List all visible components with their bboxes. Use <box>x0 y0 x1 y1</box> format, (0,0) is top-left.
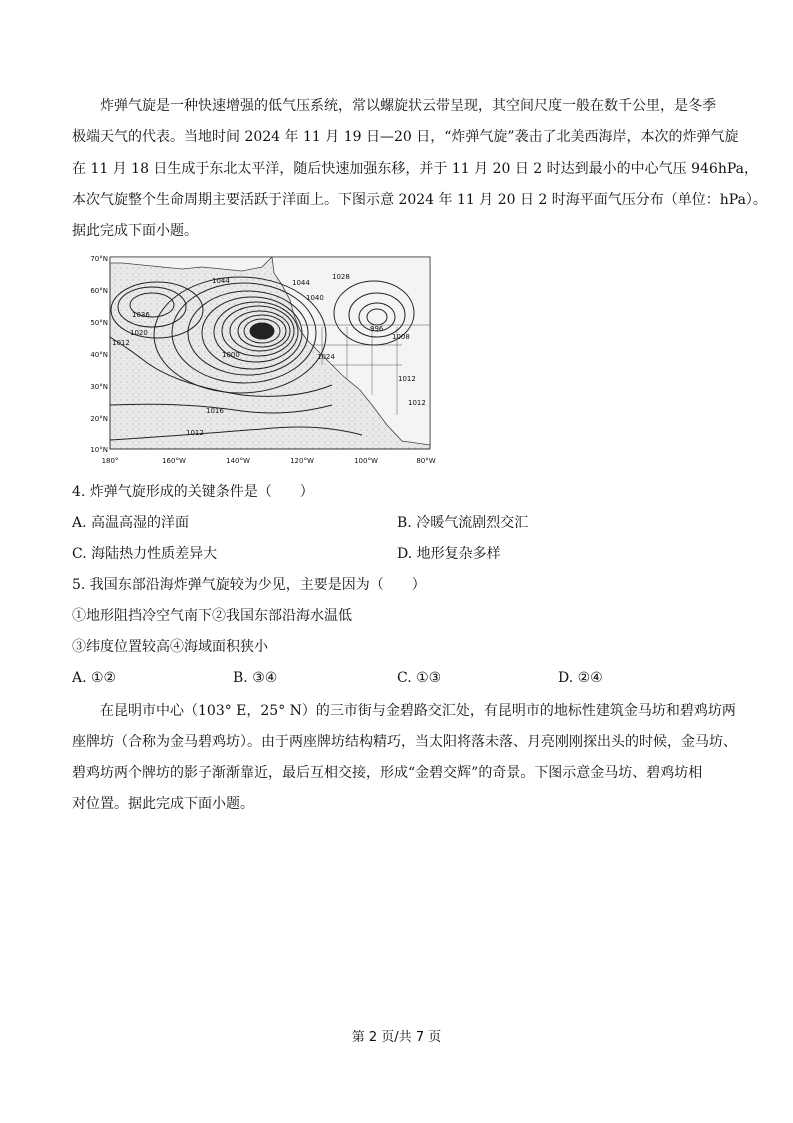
lon-label: 180° <box>101 457 119 465</box>
lon-label: 100°W <box>354 457 378 465</box>
isobar-label: 1016 <box>206 407 224 415</box>
passage2-line-2: 座牌坊（合称为金马碧鸡坊）。由于两座牌坊结构精巧，当太阳将落未落、月亮刚刚探出头的时候，金马坊、 <box>72 734 737 750</box>
isobar-label: 1044 <box>212 277 230 285</box>
lon-label: 160°W <box>162 457 186 465</box>
longitude-labels <box>102 457 436 465</box>
q4-option-c: C. 海陆热力性质差异大 <box>72 546 218 562</box>
q5-option-d: D. ②④ <box>558 670 603 686</box>
lon-label: 140°W <box>226 457 250 465</box>
q5-option-a: A. ①② <box>72 670 117 686</box>
isobar-label: 1036 <box>132 311 150 319</box>
page-footer: 第 2 页/共 7 页 <box>351 1030 442 1045</box>
isobar-label: 1040 <box>306 294 324 302</box>
q5-option-c: C. ①③ <box>397 670 442 686</box>
passage2-line-3: 碧鸡坊两个牌坊的影子渐渐靠近，最后互相交接，形成“金碧交辉”的奇景。下图示意金马坊、碧鸡坊相 <box>72 765 703 781</box>
isobar-label: 1008 <box>392 333 410 341</box>
sea-level-pressure-map <box>90 255 442 467</box>
q5-stem: 5. 我国东部沿海炸弹气旋较为少见，主要是因为（ ） <box>72 577 426 593</box>
isobar-label: 1012 <box>408 399 426 407</box>
q5-statements-1: ①地形阻挡冷空气南下②我国东部沿海水温低 <box>72 608 352 624</box>
lat-label: 60°N <box>90 287 108 295</box>
q4-stem: 4. 炸弹气旋形成的关键条件是（ ） <box>72 484 314 500</box>
lat-label: 50°N <box>90 319 108 327</box>
isobar-label: 996 <box>370 325 384 333</box>
lat-label: 30°N <box>90 383 108 391</box>
isobar-label: 1012 <box>112 339 130 347</box>
intro-line-4: 本次气旋整个生命周期主要活跃于洋面上。下图示意 2024 年 11 月 20 日 2 时海平面气压分布（单位：hPa）。 <box>72 192 767 208</box>
passage2-line-1: 在昆明市中心（103° E，25° N）的三市街与金碧路交汇处，有昆明市的地标性建筑金马坊和碧鸡坊两 <box>100 703 736 719</box>
q4-option-a: A. 高温高湿的洋面 <box>72 515 190 531</box>
intro-line-1: 炸弹气旋是一种快速增强的低气压系统，常以螺旋状云带呈现，其空间尺度一般在数千公里，是冬季 <box>100 98 716 114</box>
intro-line-3: 在 11 月 18 日生成于东北太平洋，随后快速加强东移，并于 11 月 20 日 2 时达到最小的中心气压 946hPa， <box>72 161 758 177</box>
lat-label: 70°N <box>90 255 108 263</box>
isobar-label: 1044 <box>292 279 310 287</box>
isobar-label: 1012 <box>398 375 416 383</box>
q5-statements-2: ③纬度位置较高④海域面积狭小 <box>72 639 268 655</box>
passage2-line-4: 对位置。据此完成下面小题。 <box>72 796 254 812</box>
lat-label: 10°N <box>90 446 108 454</box>
lon-label: 120°W <box>290 457 314 465</box>
isobar-label: 1000 <box>222 351 240 359</box>
q4-option-d: D. 地形复杂多样 <box>397 546 501 562</box>
intro-line-5: 据此完成下面小题。 <box>72 223 198 239</box>
lat-label: 40°N <box>90 351 108 359</box>
intro-line-2: 极端天气的代表。当地时间 2024 年 11 月 19 日—20 日，“炸弹气旋”袭击了北美西海岸，本次的炸弹气旋 <box>72 129 739 145</box>
isobar-label: 1028 <box>332 273 350 281</box>
isobar-label: 1012 <box>186 429 204 437</box>
lon-label: 80°W <box>416 457 436 465</box>
latitude-labels <box>90 255 108 454</box>
isobar-label: 1020 <box>130 329 148 337</box>
lat-label: 20°N <box>90 415 108 423</box>
q5-option-b: B. ③④ <box>233 670 278 686</box>
q4-option-b: B. 冷暖气流剧烈交汇 <box>397 515 529 531</box>
isobar-label: 1024 <box>317 353 335 361</box>
